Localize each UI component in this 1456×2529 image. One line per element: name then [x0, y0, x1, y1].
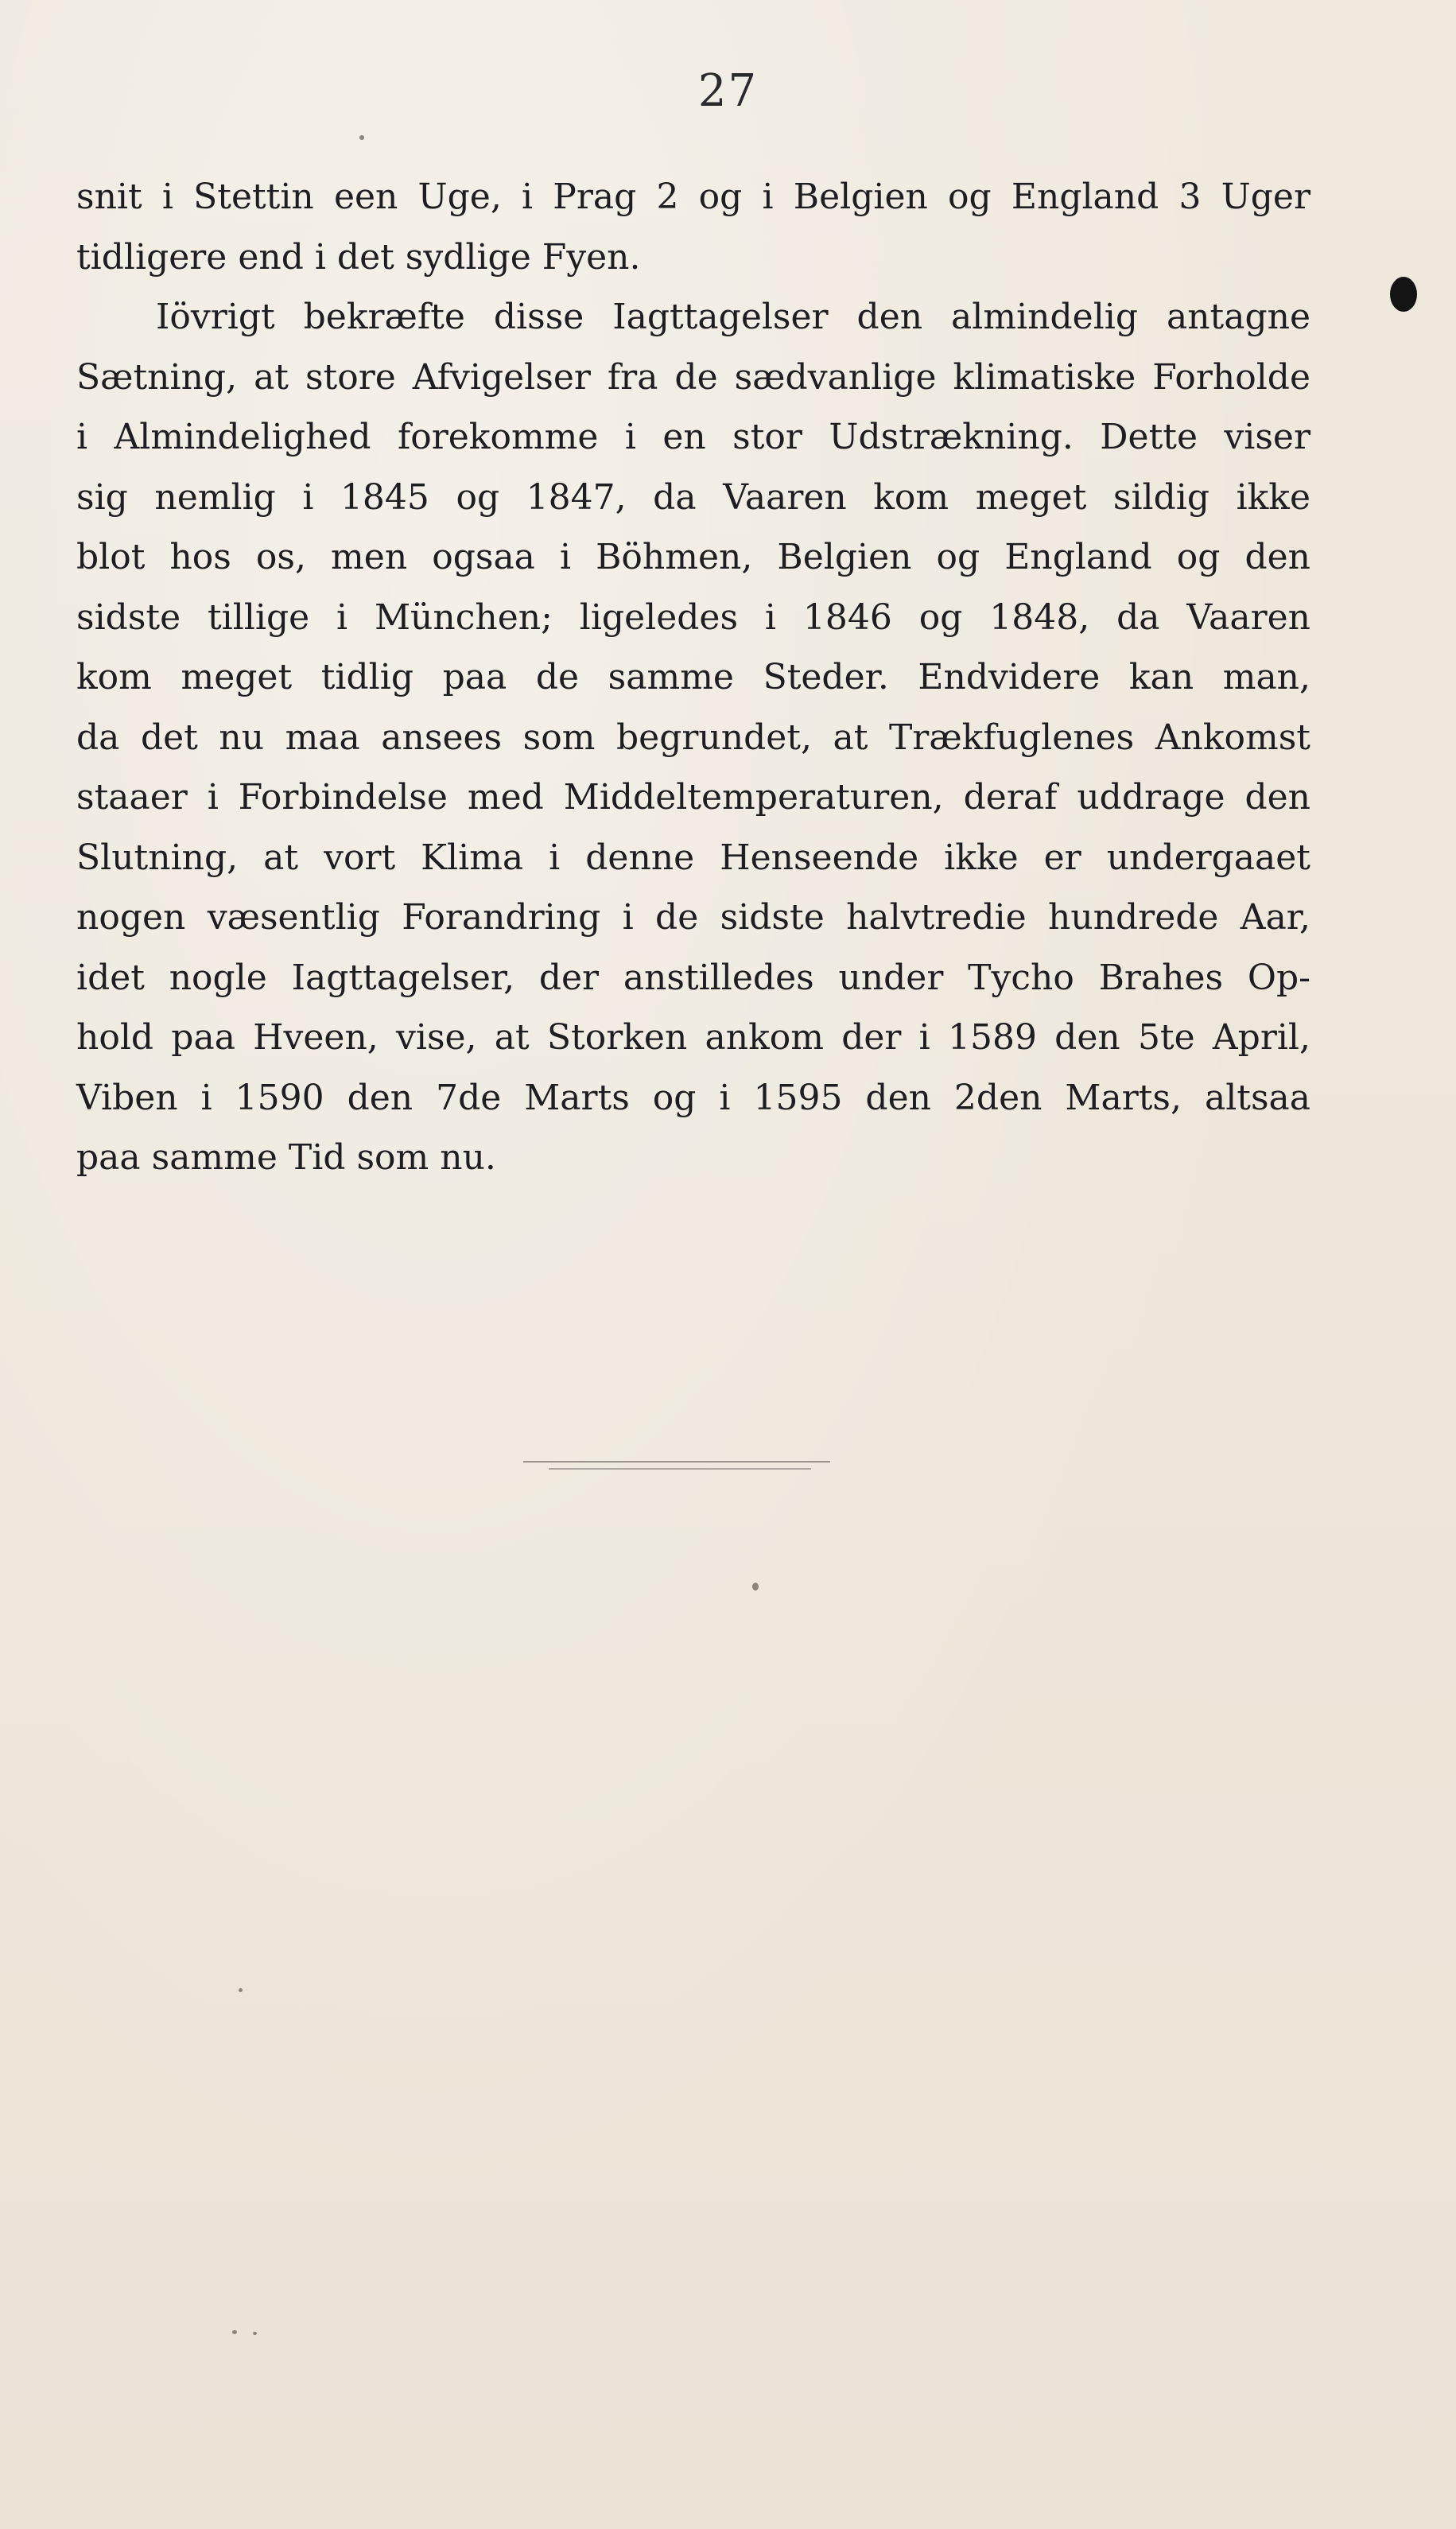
text-line: blot hos os, men ogsaa i Böhmen, Belgien og England og den [76, 537, 1310, 577]
text-line: Slutning, at vort Klima i denne Henseende ikke er undergaaet [76, 837, 1310, 878]
text-line: paa samme Tid som nu. [76, 1137, 496, 1178]
body-text [76, 167, 1310, 1188]
text-line: idet nogle Iagttagelser, der anstilledes under Tycho Brahes Op- [76, 957, 1310, 998]
text-line: sig nemlig i 1845 og 1847, da Vaaren kom meget sildig ikke [76, 476, 1310, 518]
text-line: da det nu maa ansees som begrundet, at Trækfuglenes Ankomst [76, 717, 1310, 758]
paper-speck [359, 135, 364, 140]
section-divider [549, 1468, 811, 1470]
page-number: 27 [697, 65, 759, 117]
text-line: snit i Stettin een Uge, i Prag 2 og i Belgien og England 3 Uger [76, 177, 1310, 217]
text-line: sidste tillige i München; ligeledes i 1846 og 1848, da Vaaren [76, 596, 1310, 638]
text-line: kom meget tidlig paa de samme Steder. Endvidere kan man, [76, 657, 1310, 697]
text-line: Sætning, at store Afvigelser fra de sædvanlige klimatiske Forholde [76, 356, 1310, 398]
paper-speck [752, 1583, 759, 1591]
paper-speck [232, 2330, 237, 2334]
text-line: tidligere end i det sydlige Fyen. [76, 236, 641, 278]
section-divider [523, 1461, 830, 1463]
paper-speck [253, 2332, 257, 2335]
text-line: nogen væsentlig Forandring i de sidste halvtredie hundrede Aar, [76, 897, 1310, 938]
ink-blot-mark [1390, 277, 1417, 312]
text-line: staaer i Forbindelse med Middeltemperaturen, deraf uddrage den [76, 777, 1310, 818]
text-line: i Almindelighed forekomme i en stor Udstrækning. Dette viser [76, 417, 1310, 457]
text-line: Iövrigt bekræfte disse Iagttagelser den almindelig antagne [156, 297, 1310, 337]
text-line: Viben i 1590 den 7de Marts og i 1595 den 2den Marts, altsaa [76, 1077, 1310, 1118]
paper-speck [239, 1988, 243, 1992]
text-line: hold paa Hveen, vise, at Storken ankom der i 1589 den 5te April, [76, 1017, 1310, 1058]
